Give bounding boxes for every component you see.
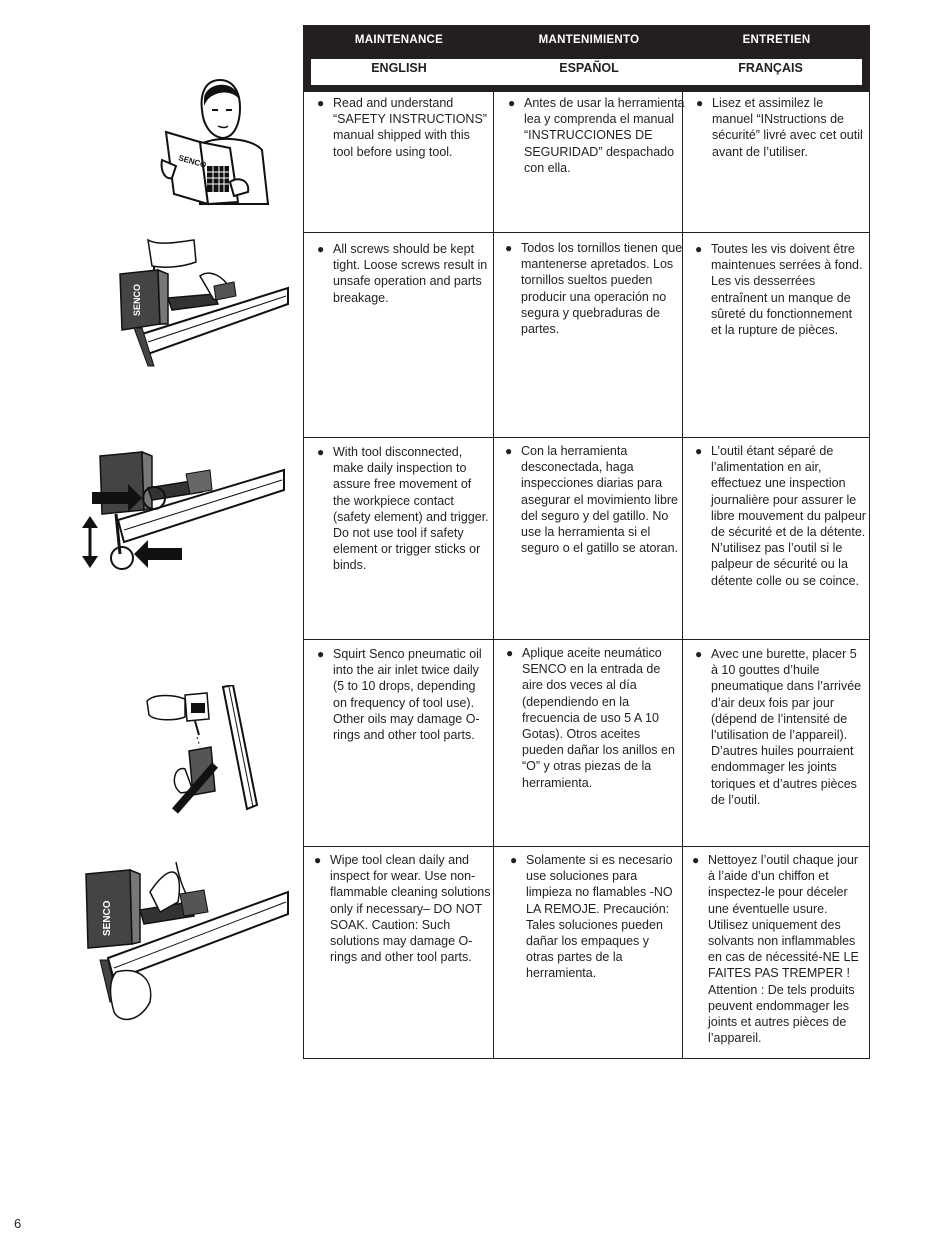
maintenance-table	[303, 92, 870, 1059]
cell-es-row2: ● Todos los tornillos tienen que mantenerse apretados. Los tornillos sueltos pueden producir una operación no segura y quebraduras de partes.	[505, 241, 683, 337]
cell-en-row4: ● Squirt Senco pneumatic oil into the air inlet twice daily (5 to 10 drops, depending on frequency of tool use). Other oils may damage O-rings and other tool parts.	[317, 647, 482, 743]
tool-brand-label-2: SENCO	[102, 900, 113, 936]
cell-en-row5: ● Wipe tool clean daily and inspect for wear. Use non-flammable cleaning solutions only if necessary– DO NOT SOAK. Caution: Such solutions may damage O-rings and other tool parts.	[314, 853, 491, 965]
lang-english: ENGLISH	[371, 61, 427, 75]
row-divider	[304, 846, 869, 847]
cell-es-row3: ● Con la herramienta desconectada, haga inspecciones diarias para asegurar el movimiento libre del seguro y del gatillo. No use la herramienta si el seguro o el gatillo se atoran.	[505, 444, 679, 556]
cell-fr-row5: ● Nettoyez l’outil chaque jour à l’aide d’un chiffon et inspectez-le pour déceler une éventuelle usure. Utilisez uniquement des solvants non inflammables en cas de nécessité-NE LE FAITES PAS TREMPER ! Attention : De tels produits peuvent endommager les joints et autres pièces de l’appareil.	[692, 853, 859, 1046]
tool-brand-label: SENCO	[132, 283, 142, 316]
man-reading-manual-illustration	[160, 76, 270, 206]
cell-fr-row2: ● Toutes les vis doivent être maintenues serrées à fond. Les vis desserrées entraînent un manque de sûreté du fonctionnement et la rupture de pièces.	[695, 242, 863, 338]
row-divider	[304, 639, 869, 640]
table-header	[303, 25, 870, 92]
column-divider	[493, 92, 494, 1058]
language-bar	[311, 59, 862, 85]
wiping-tool-illustration	[80, 862, 290, 1024]
row-divider	[304, 437, 869, 438]
cell-es-row4: ● Aplique aceite neumático SENCO en la entrada de aire dos veces al día (dependiendo en la frecuencia de uso 5 A 10 Gotas). Otros aceites pueden dañar los anillos en “O” y otras piezas de la herramienta.	[506, 646, 675, 790]
tightening-screws-illustration	[118, 238, 290, 374]
cell-fr-row3: ● L’outil étant séparé de l’alimentation en air, effectuez une inspection journalière pour assurer le libre mouvement du palpeur de sécurité et de la détente. N’utilisez pas l’outil si le palpeur de sécurité ou la détente colle ou se coince.	[695, 444, 866, 588]
header-mantenimiento: MANTENIMIENTO	[538, 34, 640, 46]
header-entretien: ENTRETIEN	[742, 34, 811, 46]
safety-inspection-illustration	[78, 450, 288, 574]
page-number: 6	[14, 1216, 22, 1231]
cell-fr-row1: ● Lisez et assimilez le manuel “INstructions de sécurité” livré avec cet outil avant de l’utiliser.	[696, 96, 863, 159]
cell-en-row3: ● With tool disconnected, make daily inspection to assure free movement of the workpiece contact (safety element) and trigger. Do not use tool if safety element or trigger sticks or binds.	[317, 445, 489, 573]
lang-espanol: ESPAÑOL	[559, 61, 619, 75]
column-divider	[682, 92, 683, 1058]
row-divider	[304, 232, 869, 233]
header-maintenance: MAINTENANCE	[354, 34, 444, 46]
oiling-air-inlet-illustration	[145, 685, 265, 815]
lang-francais: FRANÇAIS	[738, 61, 803, 75]
cell-en-row1: ● Read and understand “SAFETY INSTRUCTIONS” manual shipped with this tool before using tool.	[317, 96, 487, 159]
cell-en-row2: ● All screws should be kept tight. Loose screws result in unsafe operation and parts breakage.	[317, 242, 488, 305]
book-brand-label: SENCO	[177, 153, 208, 170]
cell-es-row1: ● Antes de usar la herramienta lea y comprenda el manual “INSTRUCCIONES DE SEGURIDAD” despachado con ella.	[508, 96, 685, 175]
cell-fr-row4: ● Avec une burette, placer 5 à 10 gouttes d’huile pneumatique dans l’arrivée d’air deux fois par jour (dépend de l’intensité de l’utilisation de l’appareil). D’autres huiles pourraient endommager les joints toriques et d’autres pièces de l’outil.	[695, 647, 862, 807]
cell-es-row5: ● Solamente si es necesario use soluciones para limpieza no flamables -NO LA REMOJE. Precaución: Tales soluciones pueden dañar los empaques y otras partes de la herramienta.	[510, 853, 673, 981]
